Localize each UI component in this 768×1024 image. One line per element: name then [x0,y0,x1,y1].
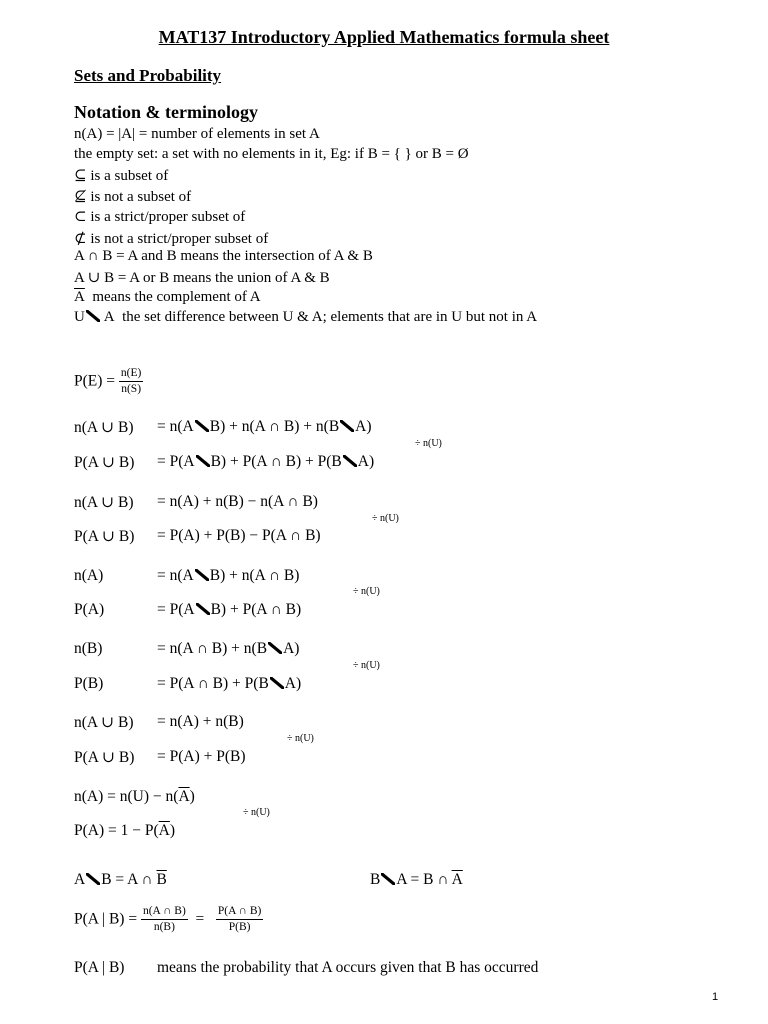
notation-line: the empty set: a set with no elements in it, Eg: if B = { } or B = Ø [74,146,469,162]
formula: $n(A) = n(U) - n(\overline{A})$ [74,788,195,805]
subsection-heading: Notation & terminology [74,102,258,122]
set-difference-icon [86,310,100,322]
formula-rhs: = n(A B) + n(A ∩ B) [157,567,300,584]
probability-definition: P(E) = $\frac{n(E)}{n(S)}$ [74,367,142,395]
divide-label: ÷ n(U) [353,660,380,671]
complement-symbol: $\overline{A}$ [74,289,85,305]
formula-lhs: n(A ∪ B) [74,419,134,436]
set-difference-icon [381,873,395,885]
conditional-probability: P(A | B) = $\frac{n(A \cap B)}{n(B)}$ = $\frac{P(A \cap B)}{P(B)}$ [74,905,262,933]
formula-rhs: = P(A) + P(B) − P(A ∩ B) [157,527,321,544]
formula-lhs: n(B) [74,640,103,657]
formula-lhs: P(A) [74,601,105,618]
set-difference-icon [196,455,210,467]
divide-label: ÷ n(U) [372,513,399,524]
page-title: MAT137 Introductory Applied Mathematics formula sheet [158,27,610,47]
formula-rhs: = n(A ∩ B) + n(B A) [157,640,300,657]
notation-line: ⊂ is a strict/proper subset of [74,209,246,225]
page-number: 1 [712,991,719,1003]
set-difference-equation: A B = A ∩ $\overline{B}$ [74,871,167,888]
formula-lhs: P(B) [74,675,104,692]
set-difference-icon [196,603,210,615]
notation-line: U A the set difference between U & A; elements that are in U but not in A [74,309,538,325]
notation-line: A ∩ B = A and B means the intersection of A & B [74,248,373,264]
formula-rhs: = P(A) + P(B) [157,748,246,765]
formula-lhs: n(A ∪ B) [74,714,134,731]
notation-line: A ∪ B = A or B means the union of A & B [74,270,330,286]
fraction: $\frac{n(A \cap B)}{n(B)}$ [142,905,186,933]
set-difference-icon [340,420,354,432]
set-difference-equation: B A = B ∩ $\overline{A}$ [370,871,463,888]
set-difference-icon [268,642,282,654]
fraction: $\frac{n(E)}{n(S)}$ [120,367,142,395]
notation-line: $\overline{A}$ means the complement of A [74,289,261,305]
notation-line: ⊈ is not a subset of [74,189,192,205]
formula-rhs: = n(A) + n(B) [157,713,244,730]
section-heading: Sets and Probability [74,66,222,85]
conditional-lhs: P(A | B) [74,959,125,976]
divide-label: ÷ n(U) [243,807,270,818]
formula-lhs: P(A ∪ B) [74,454,135,471]
formula-rhs: = n(A) + n(B) − n(A ∩ B) [157,493,318,510]
divide-label: ÷ n(U) [415,438,442,449]
fraction: $\frac{P(A \cap B)}{P(B)}$ [217,905,262,933]
formula: $P(A) = 1 - P(\overline{A})$ [74,822,176,839]
set-difference-icon [343,455,357,467]
formula-rhs: = P(A B) + P(A ∩ B) + P(B A) [157,453,375,470]
formula-lhs: n(A) [74,567,104,584]
formula-rhs: = P(A B) + P(A ∩ B) [157,601,302,618]
set-difference-icon [86,873,100,885]
formula-rhs: = P(A ∩ B) + P(B A) [157,675,302,692]
set-difference-icon [195,569,209,581]
conditional-meaning: means the probability that A occurs given that B has occurred [157,959,539,976]
notation-line: ⊆ is a subset of [74,168,169,184]
notation-line: n(A) = |A| = number of elements in set A [74,126,320,142]
formula-lhs: n(A ∪ B) [74,494,134,511]
formula-lhs: P(A ∪ B) [74,528,135,545]
divide-label: ÷ n(U) [353,586,380,597]
set-difference-icon [270,677,284,689]
set-difference-icon [195,420,209,432]
formula-lhs: P(A ∪ B) [74,749,135,766]
formula-rhs: = n(A B) + n(A ∩ B) + n(B A) [157,418,372,435]
notation-line: ⊄ is not a strict/proper subset of [74,231,269,247]
divide-label: ÷ n(U) [287,733,314,744]
